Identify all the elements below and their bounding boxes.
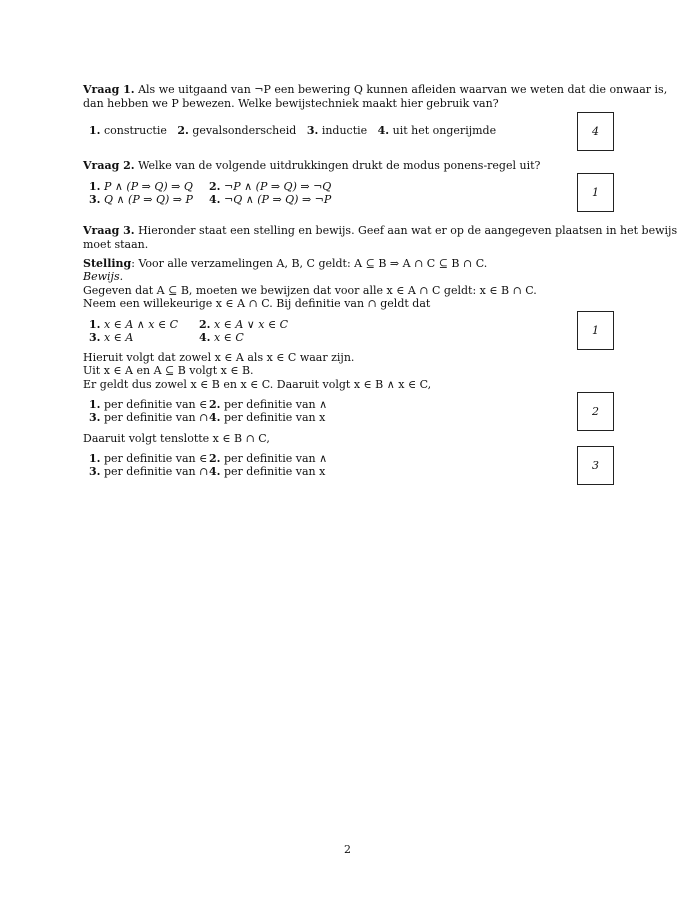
stelling-label: Stelling <box>83 257 132 270</box>
blank1-options-row2 <box>89 331 244 345</box>
q1-label: Vraag 1. <box>83 83 135 96</box>
blank3-opt2-text: per definitie van ∧ <box>223 452 328 465</box>
blank2-options-row2 <box>89 411 325 425</box>
q1-answer-box: 4 <box>577 112 614 151</box>
bewijs-label: Bewijs. <box>83 270 124 283</box>
q2-answer-box: 1 <box>577 173 614 212</box>
proof-line2: Neem een willekeurige x ∈ A ∩ C. Bij definitie van ∩ geldt dat <box>83 297 431 310</box>
q1-opt2-text: gevalsonderscheid <box>192 124 297 137</box>
blank1-opt4-num: 4. <box>199 331 211 344</box>
stelling-text: : Voor alle verzamelingen A, B, C geldt: A ⊆ B ⇒ A ∩ C ⊆ B ∩ C. <box>131 257 488 270</box>
blank2-opt4-num: 4. <box>209 411 221 424</box>
blank2-opt2-text: per definitie van ∧ <box>223 398 328 411</box>
q2-opt1-text: P ∧ (P ⇒ Q) ⇒ Q <box>103 180 193 193</box>
blank3-opt1-text: per definitie van ∈ <box>103 452 208 465</box>
q1-opt1-num: 1. <box>89 124 101 137</box>
blank2-opt3-text: per definitie van ∩ <box>103 411 209 424</box>
q1-text: Als we uitgaand van ¬P een bewering Q kunnen afleiden waarvan we weten dat die onwaar is, <box>138 83 668 96</box>
blank1-opt2-text: x ∈ A ∨ x ∈ C <box>213 318 289 331</box>
proof-line5: Er geldt dus zowel x ∈ B en x ∈ C. Daaruit volgt x ∈ B ∧ x ∈ C, <box>83 378 432 391</box>
q2-opt4-text: ¬Q ∧ (P ⇒ Q) ⇒ ¬P <box>223 193 332 206</box>
blank2-opt1-num: 1. <box>89 398 101 411</box>
blank2-options-row1 <box>89 398 327 412</box>
blank1-opt2-num: 2. <box>199 318 211 331</box>
q3-text: Hieronder staat een stelling en bewijs. Geef aan wat er op de aangegeven plaatsen in het bewijs <box>138 224 678 237</box>
q1-opt1-text: constructie <box>103 124 167 137</box>
blank1-opt1-text: x ∈ A ∧ x ∈ C <box>103 318 179 331</box>
blank1-opt3-text: x ∈ A <box>103 331 134 344</box>
q1-opt4-num: 4. <box>377 124 390 137</box>
q2-label: Vraag 2. <box>83 159 135 172</box>
blank3-answer-box: 3 <box>577 446 614 485</box>
proof-line3: Hieruit volgt dat zowel x ∈ A als x ∈ C waar zijn. <box>83 351 355 364</box>
q2-text: Welke van de volgende uitdrukkingen drukt de modus ponens-regel uit? <box>138 159 541 172</box>
q1-text-line1 <box>83 83 668 97</box>
blank1-opt1-num: 1. <box>89 318 101 331</box>
q2-options-row1 <box>89 180 331 194</box>
q3-text-line2: moet staan. <box>83 238 149 251</box>
blank3-opt4-text: per definitie van x <box>223 465 326 478</box>
q1-options <box>89 124 496 138</box>
blank2-opt3-num: 3. <box>89 411 101 424</box>
blank1-opt4-text: x ∈ C <box>213 331 244 344</box>
q3-text-line1 <box>83 224 678 238</box>
q1-text-line2: dan hebben we P bewezen. Welke bewijstechniek maakt hier gebruik van? <box>83 97 499 110</box>
q2-opt3-num: 3. <box>89 193 101 206</box>
blank3-opt1-num: 1. <box>89 452 101 465</box>
blank1-opt3-num: 3. <box>89 331 101 344</box>
q2-opt2-text: ¬P ∧ (P ⇒ Q) ⇒ ¬Q <box>223 180 332 193</box>
q3-stelling <box>83 257 487 271</box>
blank2-opt2-num: 2. <box>209 398 221 411</box>
q2-text-line <box>83 159 540 173</box>
page-number: 2 <box>344 843 351 856</box>
q2-opt3-text: Q ∧ (P ⇒ Q) ⇒ P <box>103 193 193 206</box>
q2-options-row2 <box>89 193 331 207</box>
blank1-options-row1 <box>89 318 288 332</box>
proof-line4: Uit x ∈ A en A ⊆ B volgt x ∈ B. <box>83 364 254 377</box>
q2-opt4-num: 4. <box>209 193 221 206</box>
blank3-options-row1 <box>89 452 327 466</box>
blank2-opt1-text: per definitie van ∈ <box>103 398 208 411</box>
q2-opt1-num: 1. <box>89 180 101 193</box>
blank3-opt4-num: 4. <box>209 465 221 478</box>
blank3-options-row2 <box>89 465 325 479</box>
blank1-answer-box: 1 <box>577 311 614 350</box>
q2-opt2-num: 2. <box>209 180 221 193</box>
blank3-opt3-text: per definitie van ∩ <box>103 465 209 478</box>
q3-label: Vraag 3. <box>83 224 135 237</box>
proof-line1: Gegeven dat A ⊆ B, moeten we bewijzen dat voor alle x ∈ A ∩ C geldt: x ∈ B ∩ C. <box>83 284 537 297</box>
q1-opt2-num: 2. <box>177 124 189 137</box>
q1-opt3-num: 3. <box>306 124 319 137</box>
blank3-opt3-num: 3. <box>89 465 101 478</box>
q1-opt3-text: inductie <box>321 124 368 137</box>
blank2-answer-box: 2 <box>577 392 614 431</box>
blank3-opt2-num: 2. <box>209 452 221 465</box>
q1-opt4-text: uit het ongerijmde <box>392 124 497 137</box>
blank2-opt4-text: per definitie van x <box>223 411 326 424</box>
proof-line6: Daaruit volgt tenslotte x ∈ B ∩ C, <box>83 432 270 445</box>
